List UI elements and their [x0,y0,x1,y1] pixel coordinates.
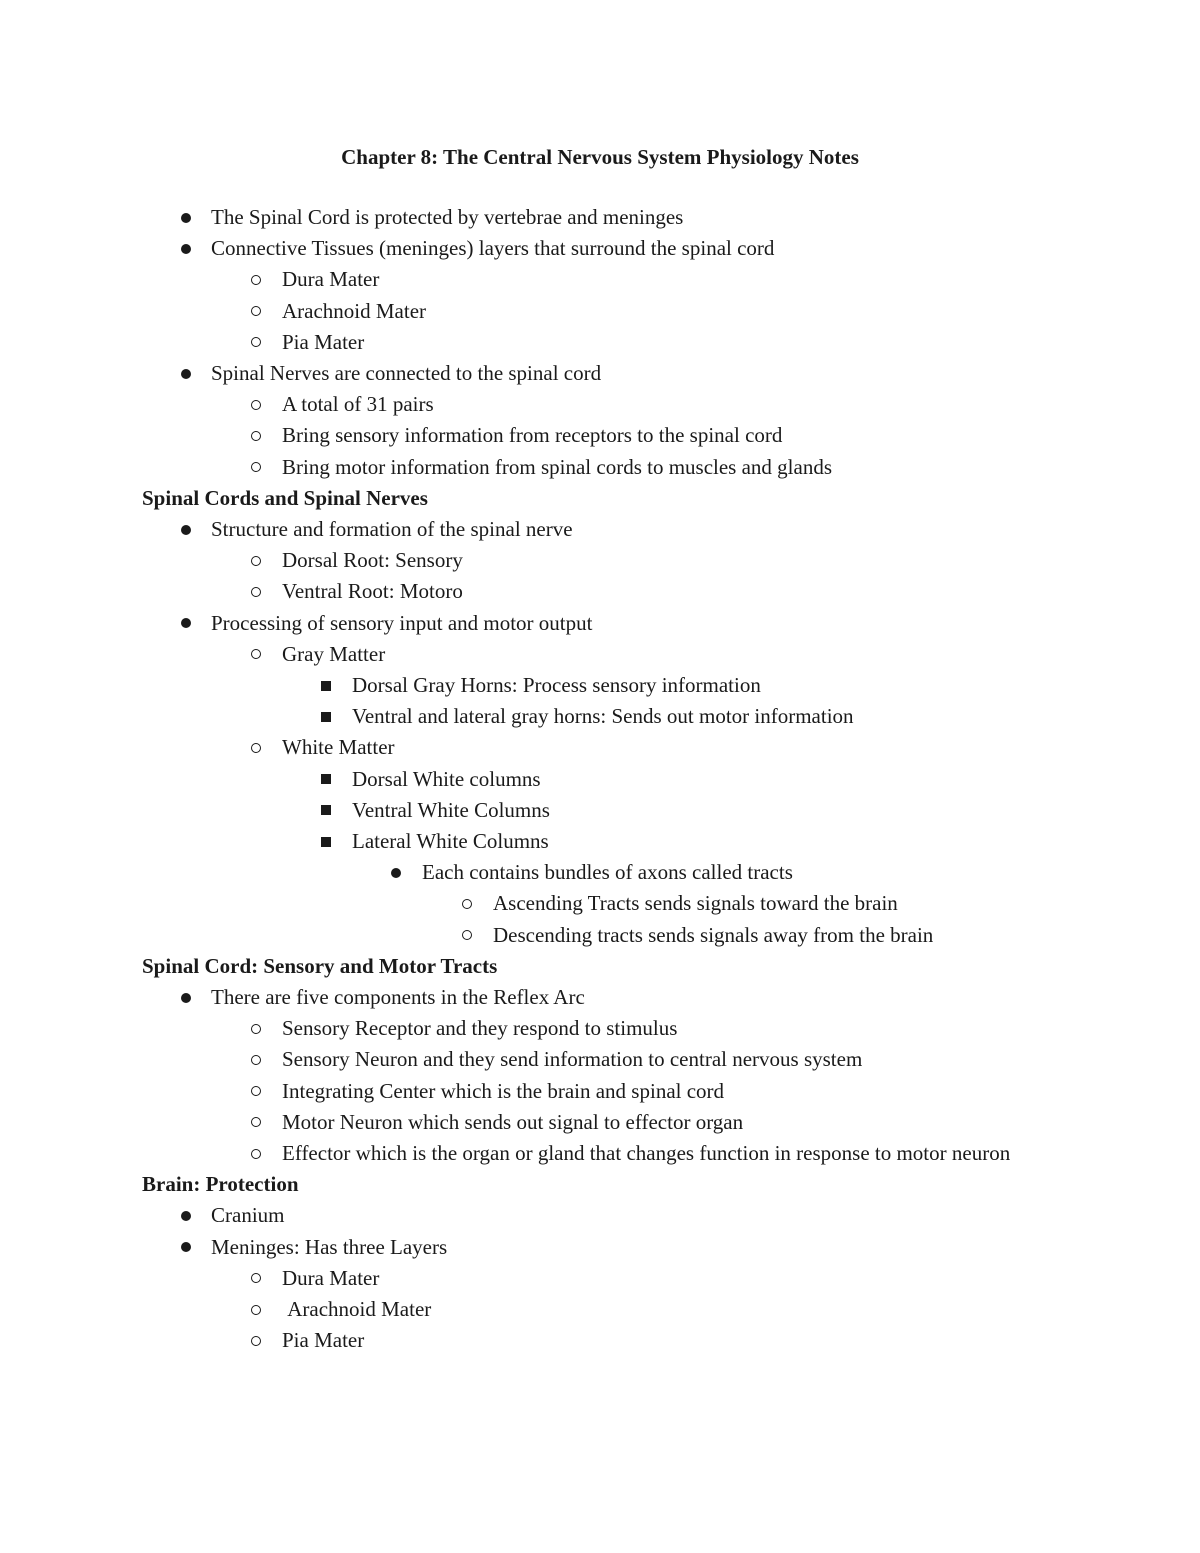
intro-list [142,202,1042,483]
bullet-square-icon [316,795,336,826]
section-heading: Brain: Protection [142,1172,299,1197]
bullet-circle-icon [246,296,266,327]
bullet-dot-icon [176,1232,196,1263]
list-item: White Matter [142,732,1042,763]
list-item: Bring sensory information from receptors to the spinal cord [142,420,1042,451]
bullet-square-icon [316,826,336,857]
list-item: Pia Mater [142,1325,1042,1356]
list-item: Spinal Nerves are connected to the spinal cord [142,358,1042,389]
list-item: Meninges: Has three Layers [142,1232,1042,1263]
list-item: Cranium [142,1200,1042,1231]
list-item: Arachnoid Mater [142,1294,1042,1325]
bullet-circle-icon [246,327,266,358]
list-item: Ventral Root: Motoro [142,576,1042,607]
list-item: A total of 31 pairs [142,389,1042,420]
bullet-dot-icon [176,233,196,264]
bullet-circle-icon [457,888,477,919]
list-item: Dorsal Gray Horns: Process sensory information [142,670,1042,701]
bullet-dot-icon [176,202,196,233]
bullet-circle-icon [246,639,266,670]
list-item: Gray Matter [142,639,1042,670]
bullet-circle-icon [246,452,266,483]
list-item: Ascending Tracts sends signals toward the brain [142,888,1042,919]
bullet-circle-icon [246,1294,266,1325]
list-item: The Spinal Cord is protected by vertebrae and meninges [142,202,1042,233]
list-item: Dura Mater [142,1263,1042,1294]
spinal-nerves-list [142,514,1042,951]
list-item: Dura Mater [142,264,1042,295]
bullet-circle-icon [246,1325,266,1356]
bullet-square-icon [316,670,336,701]
bullet-square-icon [316,764,336,795]
bullet-circle-icon [246,732,266,763]
document-title: Chapter 8: The Central Nervous System Physiology Notes [341,145,859,169]
list-item: Sensory Receptor and they respond to stimulus [142,1013,1042,1044]
brain-protection-list [142,1200,1042,1356]
list-item: Connective Tissues (meninges) layers that surround the spinal cord [142,233,1042,264]
section-heading: Spinal Cord: Sensory and Motor Tracts [142,953,498,978]
bullet-circle-icon [246,1107,266,1138]
bullet-circle-icon [246,576,266,607]
list-item: Sensory Neuron and they send information to central nervous system [142,1044,1042,1075]
list-item: Ventral and lateral gray horns: Sends out motor information [142,701,1042,732]
list-item: Bring motor information from spinal cords to muscles and glands [142,452,1042,483]
bullet-dot-icon [176,982,196,1013]
list-item: Arachnoid Mater [142,296,1042,327]
list-item: Descending tracts sends signals away from the brain [142,920,1042,951]
bullet-square-icon [316,701,336,732]
list-item: There are five components in the Reflex Arc [142,982,1042,1013]
bullet-dot-icon [176,608,196,639]
bullet-circle-icon [246,389,266,420]
list-item: Dorsal White columns [142,764,1042,795]
list-item: Motor Neuron which sends out signal to effector organ [142,1107,1042,1138]
bullet-circle-icon [246,1263,266,1294]
bullet-circle-icon [246,1044,266,1075]
bullet-dot-icon [386,857,406,888]
list-item: Processing of sensory input and motor output [142,608,1042,639]
list-item: Pia Mater [142,327,1042,358]
list-item: Integrating Center which is the brain and spinal cord [142,1076,1042,1107]
bullet-circle-icon [246,264,266,295]
bullet-circle-icon [246,1076,266,1107]
bullet-circle-icon [246,1138,266,1169]
bullet-dot-icon [176,358,196,389]
list-item: Each contains bundles of axons called tracts [142,857,1042,888]
list-item: Dorsal Root: Sensory [142,545,1042,576]
bullet-dot-icon [176,514,196,545]
list-item: Effector which is the organ or gland that changes function in response to motor neuron [142,1138,1042,1169]
list-item: Lateral White Columns [142,826,1042,857]
reflex-arc-list [142,982,1042,1169]
list-item: Ventral White Columns [142,795,1042,826]
bullet-circle-icon [246,420,266,451]
bullet-circle-icon [246,1013,266,1044]
bullet-dot-icon [176,1200,196,1231]
bullet-circle-icon [246,545,266,576]
document-body [142,202,1042,1356]
bullet-circle-icon [457,920,477,951]
section-heading: Spinal Cords and Spinal Nerves [142,485,428,510]
list-item: Structure and formation of the spinal nerve [142,514,1042,545]
